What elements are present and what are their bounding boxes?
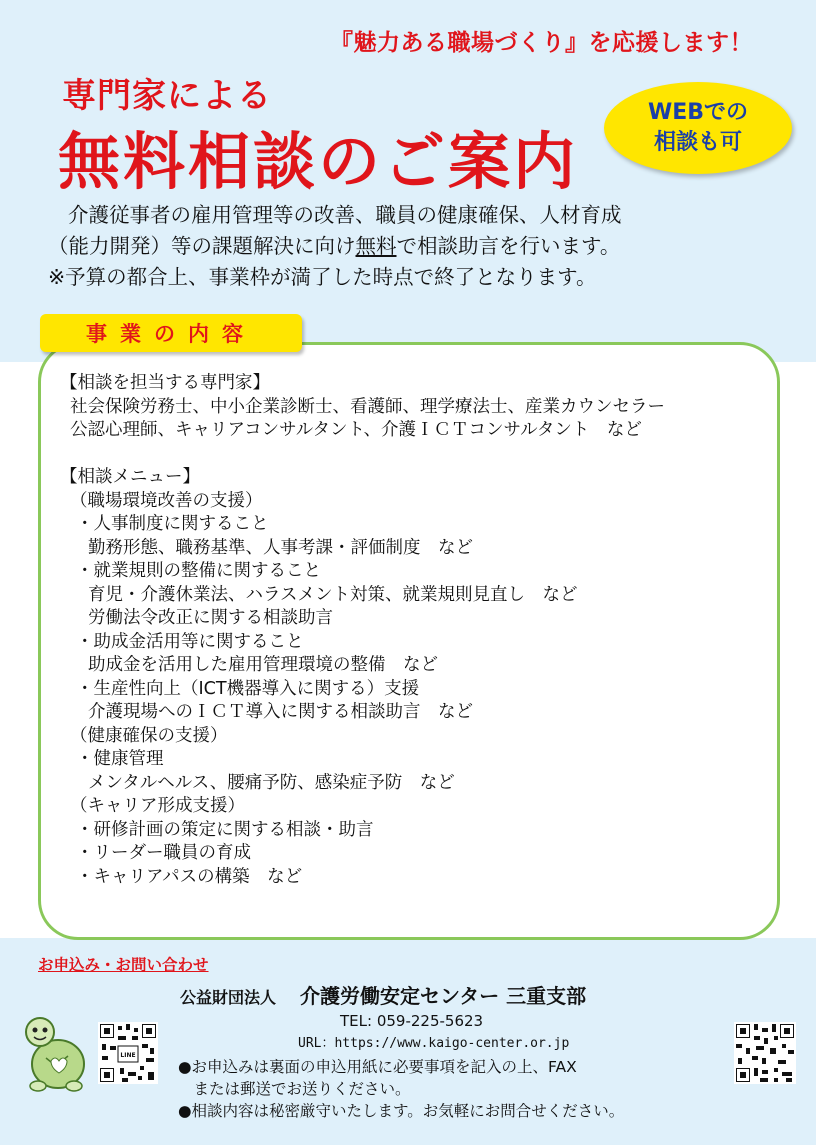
menu-item: ・人事制度に関すること	[76, 514, 269, 534]
menu-list	[60, 490, 780, 890]
contact-notes	[178, 1056, 624, 1122]
menu-item: ・キャリアパスの構築 など	[76, 866, 303, 887]
section-label: 事業の内容	[40, 314, 302, 352]
menu-category: （健康確保の支援）	[70, 725, 228, 746]
contact-heading: お申込み・お問い合わせ	[38, 956, 209, 974]
menu-category: （キャリア形成支援）	[70, 796, 245, 816]
web-consultation-badge	[604, 82, 792, 174]
note-line: ●お申込みは裏面の申込用紙に必要事項を記入の上、FAX	[178, 1058, 577, 1076]
intro-line-1: 介護従事者の雇用管理等の改善、職員の健康確保、人材育成	[68, 203, 622, 227]
menu-item: ・助成金活用等に関すること	[76, 631, 304, 652]
content-body	[60, 372, 780, 889]
menu-item: ・生産性向上（ICT機器導入に関する）支援	[76, 678, 420, 699]
organization-name: 介護労働安定センター 三重支部	[300, 984, 587, 1008]
menu-item-detail: 介護現場へのＩＣＴ導入に関する相談助言 など	[88, 702, 473, 722]
web-badge-line-1: WEBでの	[647, 100, 749, 125]
menu-item: ・健康管理	[76, 749, 164, 769]
menu-item: ・リーダー職員の育成	[76, 843, 251, 863]
menu-item-detail: メンタルヘルス、腰痛予防、感染症予防 など	[88, 772, 455, 793]
intro-line-2: （能力開発）等の課題解決に向け無料で相談助言を行います。	[48, 234, 621, 258]
telephone: TEL: 059-225-5623	[340, 1012, 484, 1030]
menu-item-detail: 育児・介護休業法、ハラスメント対策、就業規則見直し など	[88, 584, 578, 605]
organization	[180, 980, 586, 1009]
corporation-type: 公益財団法人	[180, 988, 277, 1007]
web-badge-line-2: 相談も可	[653, 130, 742, 155]
website-url[interactable]: URL：https://www.kaigo-center.or.jp	[298, 1036, 570, 1051]
turtle-mascot-icon	[18, 1014, 92, 1092]
note-line: または郵送でお送りください。	[178, 1080, 411, 1098]
spacer	[60, 443, 780, 467]
menu-heading: 【相談メニュー】	[60, 467, 200, 487]
menu-item-detail: 助成金を活用した雇用管理環境の整備 など	[88, 655, 438, 675]
qr-line-label: LINE	[120, 1052, 136, 1059]
intro-text	[48, 200, 788, 293]
title-subheading: 専門家による	[62, 76, 272, 116]
intro-line-3: ※予算の都合上、事業枠が満了した時点で終了となります。	[48, 265, 597, 289]
website-qr-code-icon[interactable]	[734, 1022, 796, 1084]
menu-category: （職場環境改善の支援）	[70, 490, 263, 511]
menu-item: ・研修計画の策定に関する相談・助言	[76, 819, 374, 840]
experts-line: 公認心理師、キャリアコンサルタント、介護ＩＣＴコンサルタント など	[70, 420, 642, 440]
line-qr-code-icon[interactable]	[98, 1022, 158, 1084]
page-title: 無料相談のご案内	[58, 125, 579, 198]
menu-item-detail: 勤務形態、職務基準、人事考課・評価制度 など	[88, 537, 473, 558]
menu-item: ・就業規則の整備に関すること	[76, 561, 321, 581]
experts-line: 社会保険労務士、中小企業診断士、看護師、理学療法士、産業カウンセラー	[70, 396, 665, 417]
free-emphasis: 無料	[355, 234, 397, 258]
tagline: 『魅力ある職場づくり』を応援します！	[330, 30, 753, 56]
note-line: ●相談内容は秘密厳守いたします。お気軽にお問合せください。	[178, 1102, 625, 1120]
menu-item-detail: 労働法令改正に関する相談助言	[88, 608, 333, 628]
experts-heading: 【相談を担当する専門家】	[60, 373, 270, 393]
